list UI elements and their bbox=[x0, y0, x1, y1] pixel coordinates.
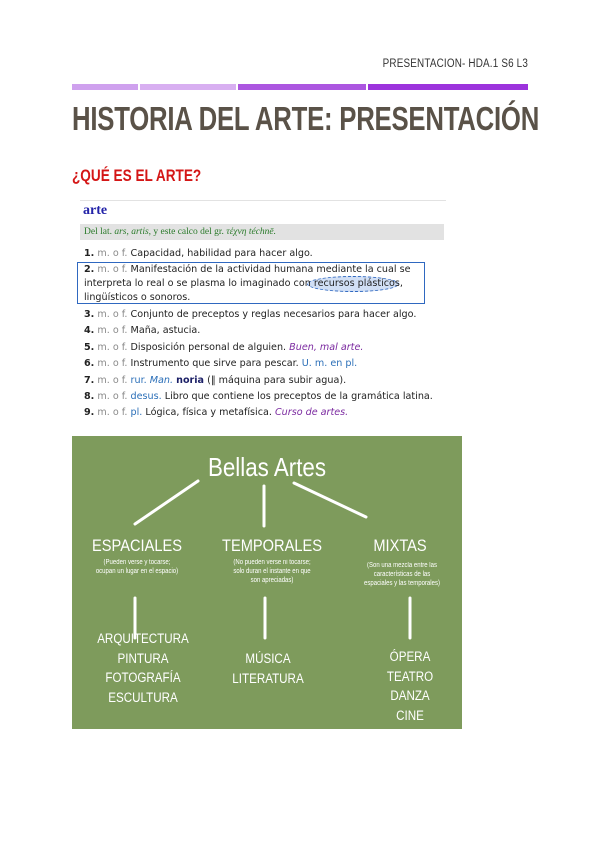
page-title: HISTORIA DEL ARTE: PRESENTACIÓN bbox=[72, 100, 540, 137]
sense-text: (‖ máquina para subir agua). bbox=[207, 375, 347, 386]
sense-number: 4. bbox=[84, 325, 95, 336]
art-item: MÚSICA bbox=[245, 651, 291, 666]
sense-gram: m. o f. bbox=[97, 358, 128, 369]
sense-5 bbox=[84, 341, 363, 355]
sense-1 bbox=[84, 247, 313, 261]
color-bar-1 bbox=[72, 84, 138, 90]
branch-mixtas-title: MIXTAS bbox=[373, 536, 427, 555]
art-item: FOTOGRAFÍA bbox=[105, 670, 181, 685]
dictionary-entry bbox=[80, 200, 448, 422]
note-line: (Son una mezcla entre las bbox=[367, 562, 437, 569]
sense-number: 8. bbox=[84, 391, 95, 402]
branch-temporales-items bbox=[211, 649, 325, 688]
diagram-root: Bellas Artes bbox=[207, 452, 327, 482]
branch-espaciales-note bbox=[81, 558, 193, 576]
sense-gram: m. o f. bbox=[97, 391, 128, 402]
sense-usage-note: U. m. en pl. bbox=[301, 358, 358, 369]
headword: arte bbox=[83, 203, 108, 218]
note-line: (No pueden verse ni tocarse; bbox=[233, 559, 311, 566]
sense-mark: rur. bbox=[130, 375, 147, 386]
etymology-greek: τέχνη téchnē. bbox=[226, 227, 277, 237]
sense-text: Instrumento que sirve para pescar. bbox=[130, 358, 299, 369]
section-subtitle: ¿QUÉ ES EL ARTE? bbox=[72, 166, 202, 185]
sense-4 bbox=[84, 324, 200, 338]
art-item: ARQUITECTURA bbox=[97, 631, 189, 646]
sense-text: Manifestación de la actividad humana mediante la cual se bbox=[130, 264, 411, 275]
note-line: son apreciadas) bbox=[250, 577, 294, 584]
branch-espaciales-items bbox=[82, 629, 204, 707]
art-item: ÓPERA bbox=[389, 649, 431, 664]
sense-gram: m. o f. bbox=[97, 309, 128, 320]
bellas-artes-diagram bbox=[72, 436, 462, 729]
art-item: LITERATURA bbox=[232, 670, 304, 686]
branch-mixtas-items bbox=[362, 647, 458, 725]
art-item: PINTURA bbox=[117, 650, 169, 666]
branch-temporales-title: TEMPORALES bbox=[222, 536, 322, 555]
sense-number: 2. bbox=[84, 264, 95, 275]
sense-number: 3. bbox=[84, 309, 95, 320]
branch-temporales-note bbox=[217, 558, 327, 585]
note-line: solo duran el instante en que bbox=[233, 568, 311, 575]
sense-region: Man. bbox=[149, 375, 174, 386]
sense-3 bbox=[84, 308, 416, 322]
etymology-middle: y este calco del gr. bbox=[153, 227, 224, 237]
sense-mark: desus. bbox=[130, 391, 162, 402]
sense-gram: m. o f. bbox=[97, 264, 128, 275]
sense-2-line-3 bbox=[84, 291, 190, 305]
art-item: CINE bbox=[396, 707, 424, 723]
note-line: ocupan un lugar en el espacio) bbox=[95, 568, 179, 575]
sense-text: Conjunto de preceptos y reglas necesarios para hacer algo. bbox=[130, 309, 417, 320]
sense-text: interpreta lo real o se plasma lo imaginado con recursos plásticos, bbox=[84, 278, 403, 289]
art-item: ESCULTURA bbox=[108, 689, 178, 705]
divider bbox=[80, 200, 446, 201]
sense-text: Lógica, física y metafísica. bbox=[145, 407, 272, 418]
sense-text: Maña, astucia. bbox=[130, 325, 201, 336]
branch-espaciales-title: ESPACIALES bbox=[92, 536, 182, 555]
sense-example: Buen, mal arte. bbox=[289, 342, 364, 353]
sense-gram: m. o f. bbox=[97, 407, 128, 418]
decorative-color-bars bbox=[72, 84, 528, 90]
note-line: (Pueden verse y tocarse; bbox=[103, 559, 171, 566]
art-item: DANZA bbox=[390, 688, 430, 703]
branch-mixtas-note bbox=[350, 561, 453, 588]
sense-number: 9. bbox=[84, 407, 95, 418]
sense-text: Libro que contiene los preceptos de la gramática latina. bbox=[164, 391, 433, 402]
sense-mark: pl. bbox=[130, 407, 143, 418]
sense-gram: m. o f. bbox=[97, 325, 128, 336]
connector-root-espaciales bbox=[135, 481, 198, 524]
sense-6 bbox=[84, 357, 357, 371]
sense-7 bbox=[84, 374, 346, 388]
sense-text: lingüísticos o sonoros. bbox=[84, 292, 191, 303]
color-bar-4 bbox=[368, 84, 528, 90]
sense-gram: m. o f. bbox=[97, 375, 128, 386]
sense-example: Curso de artes. bbox=[274, 407, 349, 418]
sense-text: Disposición personal de alguien. bbox=[130, 342, 287, 353]
sense-number: 6. bbox=[84, 358, 95, 369]
sense-2-line-2 bbox=[84, 277, 403, 291]
sense-gram: m. o f. bbox=[97, 248, 128, 259]
etymology-prefix: Del lat. bbox=[84, 227, 112, 237]
color-bar-2 bbox=[140, 84, 236, 90]
art-item: TEATRO bbox=[386, 668, 434, 684]
document-header-code: PRESENTACION- HDA.1 S6 L3 bbox=[382, 58, 528, 70]
note-line: características de las bbox=[373, 571, 431, 578]
sense-9 bbox=[84, 406, 348, 420]
sense-text: Capacidad, habilidad para hacer algo. bbox=[130, 248, 313, 259]
sense-number: 5. bbox=[84, 342, 95, 353]
color-bar-3 bbox=[238, 84, 366, 90]
etymology bbox=[80, 224, 444, 240]
sense-8 bbox=[84, 390, 433, 404]
sense-2 bbox=[84, 263, 411, 277]
sense-reference-link[interactable]: noria bbox=[176, 375, 205, 386]
connector-root-mixtas bbox=[294, 483, 366, 517]
note-line: espaciales y las temporales) bbox=[364, 580, 440, 587]
sense-gram: m. o f. bbox=[97, 342, 128, 353]
sense-number: 1. bbox=[84, 248, 95, 259]
etymology-latin: ars, artis, bbox=[114, 227, 152, 237]
sense-number: 7. bbox=[84, 375, 95, 386]
